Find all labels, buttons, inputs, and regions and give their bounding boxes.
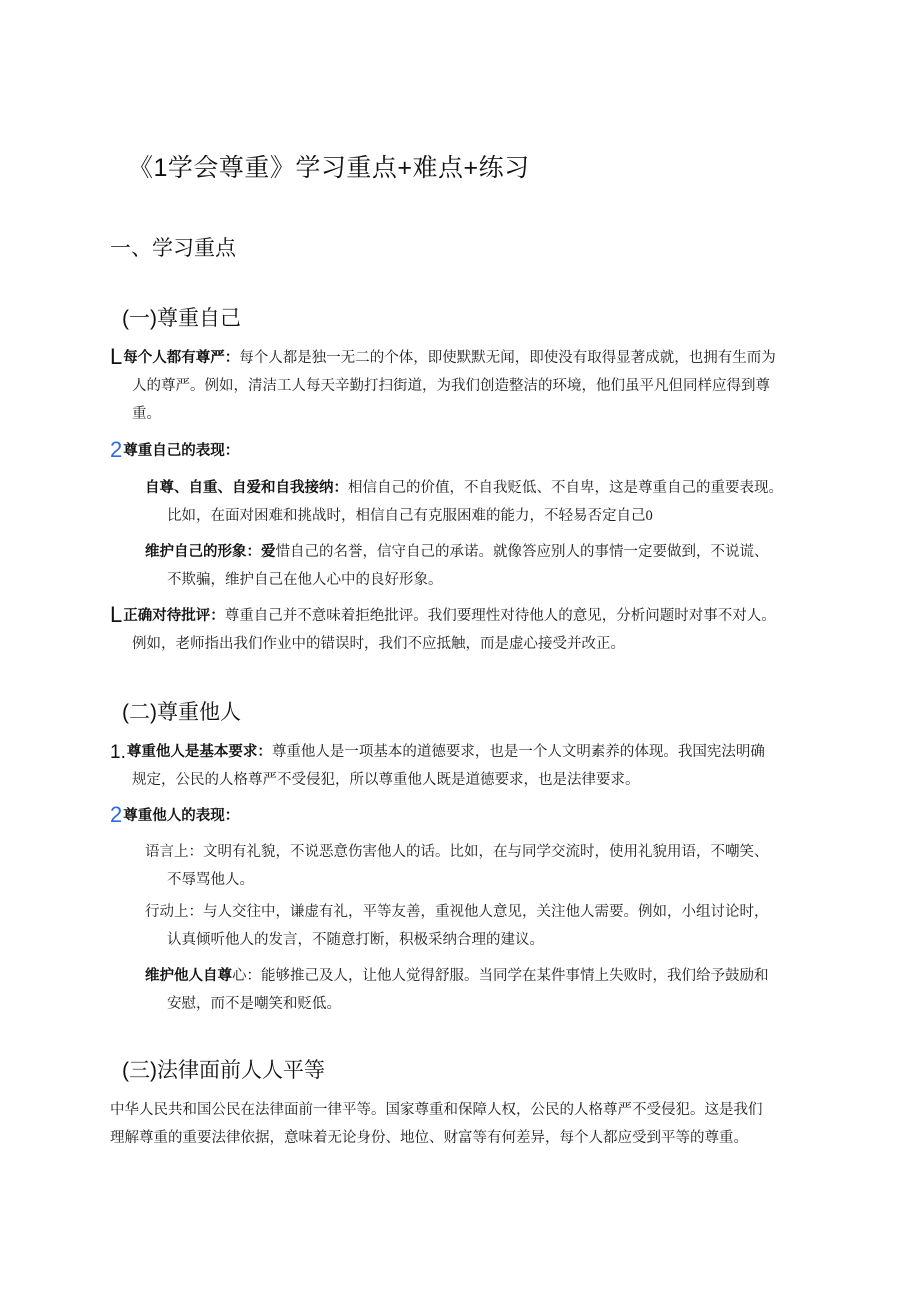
text-line: 例如，老师指出我们作业中的错误时，我们不应抵触，而是虚心接受并改正。 bbox=[132, 636, 625, 652]
text-line: 尊重自己并不意味着拒绝批评。我们要理性对待他人的意见，分析问题时对事不对人。 bbox=[224, 608, 776, 624]
paragraph-everyone-has-dignity bbox=[110, 344, 830, 428]
bold-label: 维护自己的形象：爱 bbox=[145, 544, 276, 560]
bold-label: 尊重自己的表现： bbox=[123, 443, 240, 459]
text-line: 尊重他人是一项基本的道德要求，也是一个人文明素养的体现。我国宪法明确 bbox=[271, 744, 765, 760]
text-line: 规定，公民的人格尊严不受侵犯，所以尊重他人既是道德要求，也是法律要求。 bbox=[132, 772, 640, 788]
bold-label: 正确对待批评： bbox=[123, 608, 225, 624]
list-marker: L bbox=[110, 602, 123, 627]
bold-label: 自尊、自重、自爱和自我接纳： bbox=[145, 480, 348, 496]
bold-label: 尊重他人的表现： bbox=[123, 808, 240, 824]
subsection-heading-equality-before-law: (三)法律面前人人平等 bbox=[122, 1059, 325, 1082]
point-language bbox=[145, 838, 835, 894]
list-marker: L bbox=[110, 344, 123, 369]
point-self-esteem bbox=[145, 474, 835, 530]
text-line: 认真倾听他人的发言，不随意打断，积极采纳合理的建议。 bbox=[167, 932, 544, 948]
text-line: 比如，在面对困难和挑战时，相信自己有克服困难的能力，不轻易否定自己0 bbox=[167, 508, 653, 524]
text-line: 行动上：与人交往中，谦虚有礼，平等友善，重视他人意见，关注他人需要。例如，小组讨论时， bbox=[145, 904, 769, 920]
point-action bbox=[145, 898, 835, 954]
text-line: 惜自己的名誉，信守自己的承诺。就像答应别人的事情一定要做到，不说谎、 bbox=[275, 544, 769, 560]
paragraph-basic-requirement bbox=[110, 738, 830, 794]
list-heading-self-respect-expressions bbox=[110, 437, 239, 465]
list-marker: 2 bbox=[110, 437, 123, 462]
text-line: 心：能够推己及人，让他人觉得舒服。当同学在某件事情上失败时，我们给予鼓励和 bbox=[232, 968, 769, 984]
paragraph-handle-criticism bbox=[110, 602, 830, 658]
text-line: 理解尊重的重要法律依据，意味着无论身份、地位、财富等有何差异，每个人都应受到平等的尊重。 bbox=[110, 1130, 748, 1146]
text-line: 每个人都是独一无二的个体，即使默默无闻，即使没有取得显著成就，也拥有生而为 bbox=[239, 350, 776, 366]
list-marker: 1. bbox=[110, 742, 126, 763]
text-line: 语言上：文明有礼貌，不说恶意伤害他人的话。比如，在与同学交流时，使用礼貌用语，不嘲笑、 bbox=[145, 844, 769, 860]
text-line: 不欺骗，维护自己在他人心中的良好形象。 bbox=[167, 572, 443, 588]
subsection-heading-respect-self: (一)尊重自己 bbox=[122, 307, 241, 330]
document-title: 《1学会尊重》学习重点+难点+练习 bbox=[128, 154, 530, 182]
text-line: 不辱骂他人。 bbox=[167, 872, 254, 888]
list-marker: 2 bbox=[110, 802, 123, 827]
text-line: 安慰，而不是嘲笑和贬低。 bbox=[167, 996, 341, 1012]
point-maintain-image bbox=[145, 538, 835, 594]
text-line: 中华人民共和国公民在法律面前一律平等。国家尊重和保障人权，公民的人格尊严不受侵犯。这是我们 bbox=[110, 1102, 763, 1118]
text-line: 人的尊严。例如，清洁工人每天辛勤打扫街道，为我们创造整洁的环境，他们虽平凡但同样应得到尊 bbox=[132, 378, 770, 394]
paragraph-equality-before-law bbox=[110, 1096, 830, 1152]
list-heading-respect-others-expressions bbox=[110, 802, 239, 830]
text-line: 相信自己的价值，不自我贬低、不自卑，这是尊重自己的重要表现。 bbox=[348, 480, 783, 496]
bold-label: 维护他人自尊 bbox=[145, 968, 232, 984]
text-line: 重。 bbox=[132, 406, 161, 422]
subsection-heading-respect-others: (二)尊重他人 bbox=[122, 701, 241, 724]
section-heading-key-points: 一、学习重点 bbox=[110, 237, 236, 260]
bold-label: 尊重他人是基本要求： bbox=[126, 744, 272, 760]
bold-label: 每个人都有尊严： bbox=[123, 350, 240, 366]
point-maintain-others-self-esteem bbox=[145, 962, 835, 1018]
